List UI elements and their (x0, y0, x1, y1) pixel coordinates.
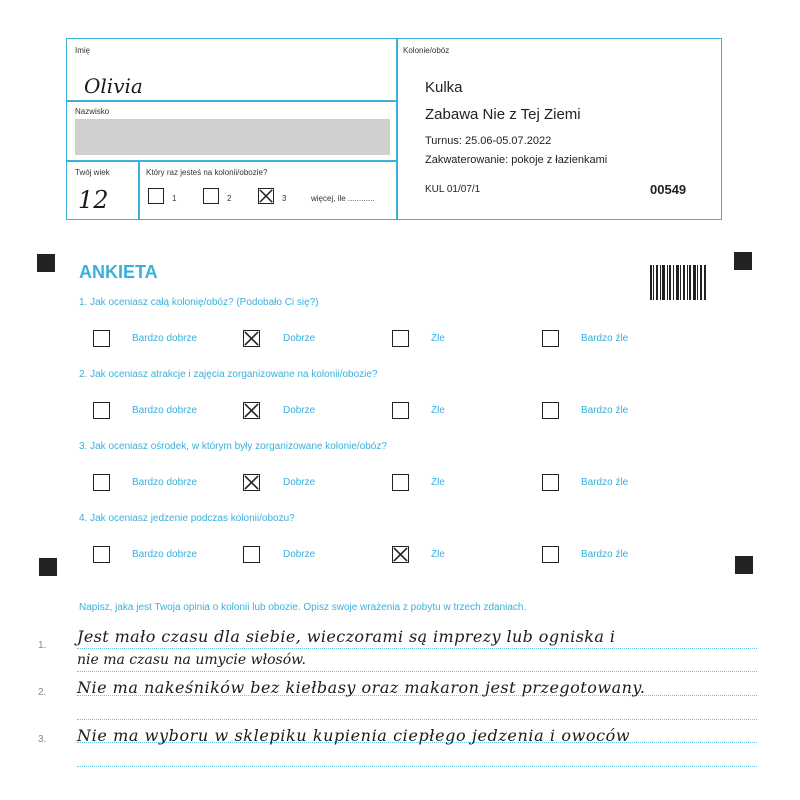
name-divider (66, 100, 397, 102)
accommodation-value: pokoje z łazienkami (511, 154, 608, 166)
turnus-value: 25.06-05.07.2022 (464, 135, 552, 147)
camp-code: KUL 01/07/1 (425, 184, 481, 195)
q1-checkbox-dobrze[interactable] (243, 330, 260, 347)
x-mark-icon (393, 547, 408, 562)
answer-dotted-line (77, 671, 757, 672)
x-mark-icon (244, 331, 259, 346)
turnus-label: Turnus: (425, 135, 462, 147)
barcode-icon (650, 265, 706, 300)
age-value[interactable]: 12 (78, 186, 109, 214)
q2-option-label: Bardzo dobrze (132, 405, 198, 416)
answer-line-3[interactable]: Nie ma nakeśników bez kiełbasy oraz makaron jest przegotowany. (77, 678, 646, 697)
answer-dotted-line (77, 648, 757, 649)
q2-option-label: Dobrze (283, 405, 316, 416)
q4-option-label: Dobrze (283, 549, 316, 560)
q4-checkbox-zle[interactable] (392, 546, 409, 563)
question-4-text: 4. Jak oceniasz jedzenie podczas kolonii/obozu? (79, 513, 295, 524)
q1-option-label: Bardzo dobrze (132, 333, 198, 344)
q2-option-label: Bardzo źle (581, 405, 629, 416)
camp-name: Kulka (425, 79, 463, 96)
q2-checkbox-bardzo-dobrze[interactable] (93, 402, 110, 419)
times-checkbox-2[interactable] (203, 188, 219, 204)
q1-checkbox-bardzo-dobrze[interactable] (93, 330, 110, 347)
answer-line-2[interactable]: nie ma czasu na umycie włosów. (77, 652, 306, 668)
surname-label: Nazwisko (75, 107, 110, 116)
registration-marker-mid-right (735, 556, 753, 574)
registration-marker-top-right (734, 252, 752, 270)
turnus-row (425, 135, 551, 147)
answer-line-4[interactable]: Nie ma wyboru w sklepiku kupienia ciepłego jedzenia i owoców (77, 726, 631, 745)
times-more: więcej, ile ............ (311, 194, 375, 203)
answer-line-1[interactable]: Jest mało czasu dla siebie, wieczorami są imprezy lub ogniska i (77, 627, 616, 646)
accommodation-label: Zakwaterowanie: (425, 154, 509, 166)
question-3-text: 3. Jak oceniasz ośrodek, w którym były zorganizowane kolonie/obóz? (79, 441, 387, 452)
q3-checkbox-zle[interactable] (392, 474, 409, 491)
accommodation-row (425, 154, 607, 166)
times-option-1: 1 (172, 194, 177, 203)
x-mark-icon (259, 189, 273, 203)
survey-title: ANKIETA (79, 262, 158, 282)
q1-checkbox-bardzo-zle[interactable] (542, 330, 559, 347)
name-value[interactable]: Olivia (84, 74, 143, 98)
q4-checkbox-bardzo-dobrze[interactable] (93, 546, 110, 563)
camp-title: Zabawa Nie z Tej Ziemi (425, 106, 581, 123)
q4-option-label: Bardzo źle (581, 549, 629, 560)
age-label: Twój wiek (75, 168, 110, 177)
times-label: Który raz jesteś na kolonii/obozie? (146, 168, 268, 177)
registration-marker-mid-left (39, 558, 57, 576)
q1-option-label: Bardzo źle (581, 333, 629, 344)
name-label: Imię (75, 46, 91, 55)
times-checkbox-1[interactable] (148, 188, 164, 204)
line-number-2: 2. (38, 687, 47, 698)
answer-dotted-line (77, 719, 757, 720)
q2-checkbox-dobrze[interactable] (243, 402, 260, 419)
q2-checkbox-zle[interactable] (392, 402, 409, 419)
line-number-3: 3. (38, 734, 47, 745)
q1-checkbox-zle[interactable] (392, 330, 409, 347)
question-1-text: 1. Jak oceniasz całą kolonię/obóz? (Podobało Ci się?) (79, 297, 319, 308)
q3-checkbox-bardzo-dobrze[interactable] (93, 474, 110, 491)
question-2-text: 2. Jak oceniasz atrakcje i zajęcia zorganizowane na kolonii/obozie? (79, 369, 378, 380)
answer-dotted-line (77, 766, 757, 767)
x-mark-icon (244, 403, 259, 418)
q3-option-label: Źle (431, 477, 445, 488)
q3-option-label: Bardzo dobrze (132, 477, 198, 488)
surname-redacted (75, 119, 390, 155)
q3-checkbox-bardzo-zle[interactable] (542, 474, 559, 491)
q4-checkbox-dobrze[interactable] (243, 546, 260, 563)
q3-checkbox-dobrze[interactable] (243, 474, 260, 491)
camp-label: Kolonie/obóz (403, 46, 450, 55)
opinion-prompt: Napisz, jaka jest Twoja opinia o kolonii lub obozie. Opisz swoje wrażenia z pobytu w trzech zdaniach. (79, 602, 527, 613)
times-option-2: 2 (227, 194, 232, 203)
q4-option-label: Źle (431, 549, 445, 560)
q3-option-label: Dobrze (283, 477, 316, 488)
q1-option-label: Dobrze (283, 333, 316, 344)
header-divider (396, 38, 398, 219)
surname-divider (66, 160, 397, 162)
x-mark-icon (244, 475, 259, 490)
registration-marker-top-left (37, 254, 55, 272)
age-divider (138, 160, 140, 219)
q4-option-label: Bardzo dobrze (132, 549, 198, 560)
q4-checkbox-bardzo-zle[interactable] (542, 546, 559, 563)
q1-option-label: Źle (431, 333, 445, 344)
times-checkbox-3[interactable] (258, 188, 274, 204)
q3-option-label: Bardzo źle (581, 477, 629, 488)
q2-option-label: Źle (431, 405, 445, 416)
times-option-3: 3 (282, 194, 287, 203)
camp-number: 00549 (650, 182, 687, 197)
q2-checkbox-bardzo-zle[interactable] (542, 402, 559, 419)
line-number-1: 1. (38, 640, 47, 651)
